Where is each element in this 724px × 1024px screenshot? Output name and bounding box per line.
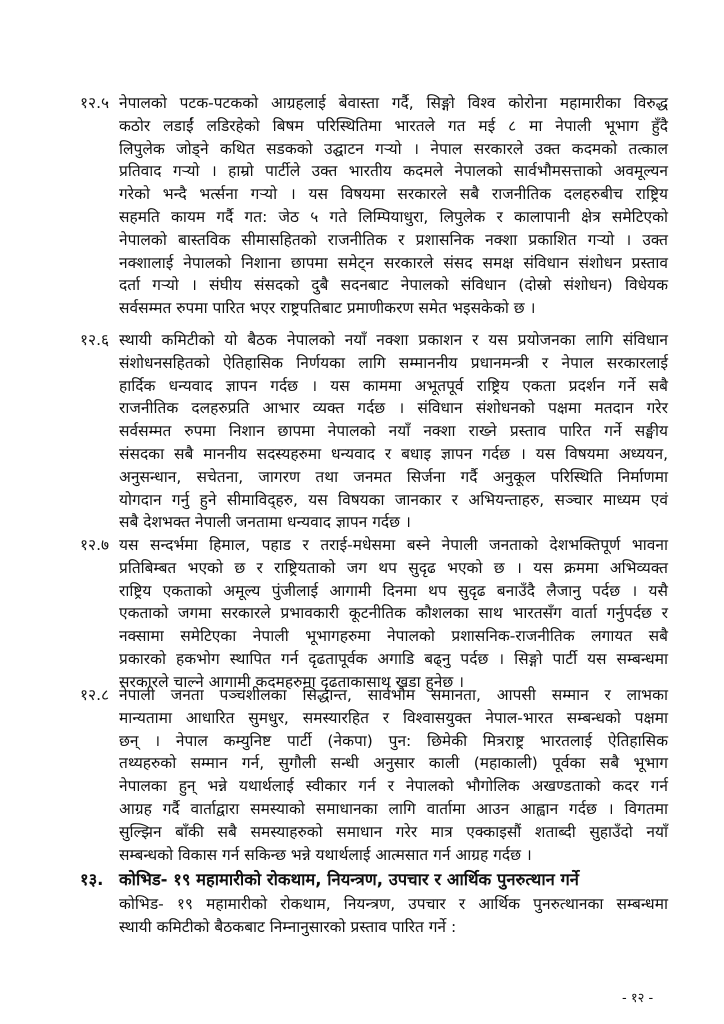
paragraph-12-8 bbox=[80, 684, 668, 866]
page-number: - १२ - bbox=[622, 991, 654, 1006]
paragraph-lines bbox=[119, 329, 668, 534]
text-line: प्रतिवाद गऱ्यो । हाम्रो पार्टीले उक्त भारतीय कदमले नेपालको सार्वभौमसत्ताको अवमूल्यन bbox=[119, 162, 668, 181]
text-line: मान्यतामा आधारित सुमधुर, समस्यारहित र विश्वासयुक्त नेपाल-भारत सम्बन्धको पक्षमा bbox=[119, 708, 668, 727]
text-line: योगदान गर्नु हुने सीमाविद्हरु, यस विषयका जानकार र अभियन्ताहरु, सञ्चार माध्यम एवं bbox=[119, 490, 668, 509]
section-number: १३. bbox=[80, 870, 104, 889]
text-line: गरेको भन्दै भर्त्सना गऱ्यो । यस विषयमा सरकारले सबै राजनीतिक दलहरुबीच राष्ट्रिय bbox=[119, 185, 668, 204]
text-line: नेपालको बास्तविक सीमासहितको राजनीतिक र प्रशासनिक नक्शा प्रकाशित गऱ्यो । उक्त bbox=[119, 230, 668, 249]
paragraph-12-5 bbox=[80, 92, 668, 320]
text-line: नक्सामा समेटिएका नेपाली भूभागहरुमा नेपालको प्रशासनिक-राजनीतिक लगायत सबै bbox=[119, 627, 668, 646]
text-line: कोभिड- १९ महामारीको रोकथाम, नियन्त्रण, उपचार र आर्थिक पुनरुत्थानका सम्बन्धमा bbox=[119, 895, 668, 913]
section-title: कोभिड- १९ महामारीको रोकथाम, नियन्त्रण, उपचार र आर्थिक पुनरुत्थान गर्ने bbox=[119, 870, 579, 889]
text-line: राजनीतिक दलहरुप्रति आभार व्यक्त गर्दछ । संविधान संशोधनको पक्षमा मतदान गरेर bbox=[119, 399, 668, 418]
section-intro bbox=[80, 893, 668, 939]
text-line: सम्बन्धको विकास गर्न सकिन्छ भन्ने यथार्थलाई आत्मसात गर्न आग्रह गर्दछ । bbox=[119, 845, 532, 864]
text-line: आग्रह गर्दै वार्ताद्वारा समस्याको समाधानका लागि वार्तामा आउन आह्वान गर्दछ । विगतमा bbox=[119, 799, 668, 818]
text-line: स्थायी कमिटीको बैठकबाट निम्नानुसारको प्रस्ताव पारित गर्ने : bbox=[119, 917, 457, 936]
text-line: संशोधनसहितको ऐतिहासिक निर्णयका लागि सम्माननीय प्रधानमन्त्री र नेपाल सरकारलाई bbox=[119, 353, 668, 372]
text-line: सहमति कायम गर्दै गत: जेठ ५ गते लिम्पियाधुरा, लिपुलेक र कालापानी क्षेत्र समेटिएको bbox=[119, 207, 668, 226]
text-line: लिपुलेक जोड्ने कथित सडकको उद्घाटन गऱ्यो । नेपाल सरकारले उक्त कदमको तत्काल bbox=[119, 139, 668, 158]
text-line: छन् । नेपाल कम्युनिष्ट पार्टी (नेकपा) पुन: छिमेकी मित्रराष्ट्र भारतलाई ऐतिहासिक bbox=[119, 731, 668, 750]
paragraph-lines bbox=[119, 534, 668, 694]
text-line: नक्शालाई नेपालको निशाना छापमा समेट्न सरकारले संसद समक्ष संविधान संशोधन प्रस्ताव bbox=[119, 253, 668, 272]
section-lines bbox=[119, 893, 668, 939]
paragraph-12-6 bbox=[80, 329, 668, 534]
paragraph-lines bbox=[119, 684, 668, 866]
paragraph-number: १२.८ bbox=[80, 686, 110, 704]
text-line: सबै देशभक्त नेपाली जनतामा धन्यवाद ज्ञापन गर्दछ । bbox=[119, 513, 411, 532]
text-line: नेपालको पटक-पटकको आग्रहलाई बेवास्ता गर्दै, सिङ्गो विश्व कोरोना महामारीका विरुद्ध bbox=[119, 94, 668, 112]
paragraph-number: १२.५ bbox=[80, 94, 110, 112]
text-line: तथ्यहरुको सम्मान गर्न, सुगौली सन्धी अनुसार काली (महाकाली) पूर्वका सबै भूभाग bbox=[119, 754, 668, 773]
text-line: प्रतिबिम्बत भएको छ र राष्ट्रियताको जग थप सुदृढ भएको छ । यस क्रममा अभिव्यक्त bbox=[119, 558, 668, 577]
text-line: सरकारले चाल्ने आगामी कदमहरुमा दृढताकासाथ खडा हुनेछ । bbox=[119, 672, 465, 691]
text-line: कठोर लडाईं लडिरहेको बिषम परिस्थितिमा भारतले गत मई ८ मा नेपाली भूभाग हुँदै bbox=[119, 116, 668, 135]
text-line: नेपाली जनता पञ्चशीलका सिद्धान्त, सार्वभौम समानता, आपसी सम्मान र लाभका bbox=[119, 686, 668, 704]
text-line: प्रकारको हकभोग स्थापित गर्न दृढतापूर्वक अगाडि बढ्नु पर्दछ । सिङ्गो पार्टी यस सम्बन्धमा bbox=[119, 649, 668, 668]
paragraph-number: १२.६ bbox=[80, 331, 110, 349]
paragraph-12-7 bbox=[80, 534, 668, 694]
text-line: सर्वसम्मत रुपमा निशान छापमा नेपालको नयाँ नक्शा राख्ने प्रस्ताव पारित गर्ने सङ्घीय bbox=[119, 422, 668, 441]
paragraph-number: १२.७ bbox=[80, 536, 110, 554]
section-heading bbox=[80, 868, 579, 892]
text-line: सुल्झिन बाँकी सबै समस्याहरुको समाधान गरेर मात्र एक्काइसौं शताब्दी सुहाउँदो नयाँ bbox=[119, 822, 668, 841]
text-line: यस सन्दर्भमा हिमाल, पहाड र तराई-मधेसमा बस्ने नेपाली जनताको देशभक्तिपूर्ण भावना bbox=[119, 536, 668, 554]
text-line: संसदका सबै माननीय सदस्यहरुमा धन्यवाद र बधाइ ज्ञापन गर्दछ । यस विषयमा अध्ययन, bbox=[119, 444, 668, 463]
paragraph-lines bbox=[119, 92, 668, 320]
text-line: नेपालका हुन् भन्ने यथार्थलाई स्वीकार गर्न र नेपालको भौगोलिक अखण्डताको कदर गर्न bbox=[119, 777, 668, 796]
text-line: हार्दिक धन्यवाद ज्ञापन गर्दछ । यस काममा अभूतपूर्व राष्ट्रिय एकता प्रदर्शन गर्ने सबै bbox=[119, 376, 668, 395]
text-line: सर्वसम्मत रुपमा पारित भएर राष्ट्रपतिबाट प्रमाणीकरण समेत भइसकेको छ । bbox=[119, 299, 536, 318]
text-line: राष्ट्रिय एकताको अमूल्य पुंजीलाई आगामी दिनमा थप सुदृढ बनाउँदै लैजानु पर्दछ । यसै bbox=[119, 581, 668, 600]
text-line: स्थायी कमिटीको यो बैठक नेपालको नयाँ नक्शा प्रकाशन र यस प्रयोजनका लागि संविधान bbox=[119, 331, 668, 349]
text-line: दर्ता गऱ्यो । संघीय संसदको दुबै सदनबाट नेपालको संविधान (दोस्रो संशोधन) विधेयक bbox=[119, 276, 668, 295]
text-line: एकताको जगमा सरकारले प्रभावकारी कूटनीतिक कौशलका साथ भारतसँग वार्ता गर्नुपर्दछ र bbox=[119, 604, 668, 623]
text-line: अनुसन्धान, सचेतना, जागरण तथा जनमत सिर्जना गर्दै अनुकूल परिस्थिति निर्माणमा bbox=[119, 467, 668, 486]
